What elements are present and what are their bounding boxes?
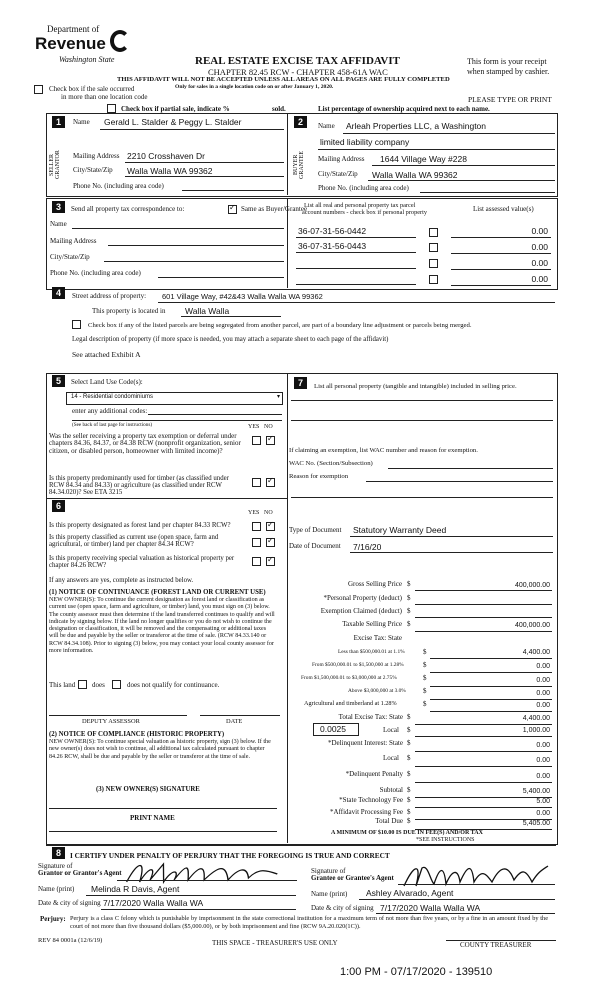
personal-property-checkbox[interactable] [429, 275, 438, 284]
ag-currency: $ [423, 700, 427, 708]
section-8-top-line [46, 845, 556, 846]
personal-property-line-1 [291, 400, 553, 401]
sold-label: sold. [272, 105, 286, 113]
seller-city-label: City/State/Zip [73, 166, 113, 174]
correspondence-name-label: Name [50, 220, 67, 228]
local-rate-box[interactable] [313, 723, 359, 736]
tier1-label: Less than $500,000.01 at 1.1% [338, 649, 405, 655]
historic-no-checkbox[interactable] [266, 557, 275, 566]
delinquent-state-value[interactable]: 0.00 [536, 742, 550, 749]
grantor-date-label: Date & city of signing [38, 899, 101, 907]
grantor-signature-label-1: Signature of [38, 862, 73, 870]
additional-codes-label: enter any additional codes: [72, 407, 148, 415]
assessor-date-label: DATE [226, 718, 243, 725]
section-2-number: 2 [294, 116, 307, 128]
buyer-address-value[interactable]: 1644 Village Way #228 [380, 154, 467, 164]
tier3-currency: $ [423, 674, 427, 682]
local-rate-value: 0.0025 [320, 724, 346, 734]
form-subwarning: Only for sales in a single location code on or after January 1, 2020. [175, 84, 334, 90]
ag-label: Agricultural and timberland at 1.28% [304, 700, 397, 707]
delinquent-state-line [415, 751, 552, 752]
buyer-name-value-1[interactable]: Arleah Properties LLC, a Washington [346, 121, 487, 131]
reason-line-2 [291, 497, 553, 498]
continuance-text [49, 597, 275, 655]
historic-question [49, 555, 244, 569]
same-as-buyer-checkbox[interactable] [228, 205, 237, 214]
tier4-currency: $ [423, 687, 427, 695]
assessed-line [451, 253, 551, 254]
type-or-print: PLEASE TYPE OR PRINT [468, 95, 552, 104]
subtotal-label: Subtotal [379, 786, 403, 794]
grantor-name-label: Name (print) [38, 885, 75, 893]
seller-city-line [125, 176, 284, 177]
personal-property-checkbox[interactable] [429, 259, 438, 268]
assessed-line [451, 237, 551, 238]
correspondence-label: Send all property tax correspondence to: [71, 205, 185, 213]
land-use-dropdown-icon: ▾ [276, 394, 280, 400]
grantee-signature-label-1: Signature of [311, 867, 346, 875]
grantor-name-line [86, 895, 296, 896]
exemption-yes-checkbox[interactable] [252, 436, 261, 445]
treasurer-space-note: THIS SPACE - TREASURER'S USE ONLY [212, 939, 338, 947]
excise-state-label: Excise Tax: State [353, 634, 402, 642]
parcel-line [296, 252, 416, 253]
doc-type-line [350, 536, 553, 537]
seller-name-line [100, 129, 284, 130]
yes-header: YES [248, 424, 260, 430]
ag-line [430, 711, 552, 712]
street-address-line [158, 302, 555, 303]
washington-state-text: Washington State [59, 55, 115, 64]
reason-line [366, 481, 553, 482]
section-6-number: 6 [52, 500, 65, 512]
exemption-question-text: Was the seller receiving a property tax exemption or deferral under chapters 84.36, 84.37, or 84.38 RCW (nonprofit organization, senior citizen, or disabled person, homeowner with limited income)? [49, 432, 241, 455]
does-not-label: does not qualify for continuance. [127, 681, 220, 689]
section-4-number: 4 [52, 287, 65, 299]
grantee-signature-scribble [402, 860, 552, 890]
buyer-name-line-2 [318, 149, 555, 150]
land-does-checkbox[interactable] [78, 680, 87, 689]
local-line [415, 736, 552, 737]
multi-location-label-2: in more than one location code [61, 93, 148, 101]
personal-property-checkbox[interactable] [429, 243, 438, 252]
delinquent-local-label: Local [383, 754, 399, 762]
legal-description-value[interactable]: See attached Exhibit A [72, 350, 141, 359]
multi-location-label-1: Check box if the sale occurred [49, 85, 135, 93]
exemption-deduct-line [415, 617, 552, 618]
tier1-line [430, 658, 552, 659]
revenue-wordmark: Revenue [35, 34, 106, 53]
see-back-instructions: (See back of last page for instructions) [72, 422, 153, 428]
forest-yes-checkbox[interactable] [252, 522, 261, 531]
personal-deduct-line [415, 604, 552, 605]
buyer-city-label: City/State/Zip [318, 170, 358, 178]
doc-type-value[interactable]: Statutory Warranty Deed [353, 525, 447, 535]
penalty-line [415, 782, 552, 783]
parcel-line [296, 284, 416, 285]
correspondence-city-label: City/State/Zip [50, 253, 90, 261]
total-due-value[interactable]: 5,405.00 [522, 820, 550, 827]
correspondence-address-line [108, 245, 284, 246]
section-1-number: 1 [52, 116, 65, 128]
seller-side-text: SELLER [49, 154, 55, 176]
subtotal-currency: $ [407, 786, 411, 794]
total-excise-line [415, 724, 552, 725]
historic-question-text: Is this property receiving special valuation as historical property per chapter 84.26 RCW? [49, 555, 235, 569]
exemption-deduct-label: Exemption Claimed (deduct) [320, 607, 402, 615]
parcel-header-1: List all real and personal property tax parcel [304, 202, 416, 209]
seller-address-line [125, 162, 284, 163]
receipt-note-1: This form is your receipt [467, 57, 547, 66]
see-instructions-note: *SEE INSTRUCTIONS [416, 837, 475, 843]
tier4-label: Above $3,000,000 at 3.0% [348, 688, 406, 694]
form-warning: THIS AFFIDAVIT WILL NOT BE ACCEPTED UNLESS ALL AREAS ON ALL PAGES ARE FULLY COMPLETED [117, 76, 450, 83]
seller-address-label: Mailing Address [73, 152, 120, 160]
taxable-label: Taxable Selling Price [342, 620, 402, 628]
section-5-number: 5 [52, 375, 65, 387]
treasurer-line [446, 940, 556, 941]
grantee-date-value[interactable]: 7/17/2020 Walla Walla WA [380, 903, 481, 913]
buyer-address-line [372, 165, 555, 166]
form-revision: REV 84 0001a (12/6/19) [38, 937, 103, 944]
personal-property-label: List all personal property (tangible and intangible) included in selling price. [314, 383, 517, 390]
timber-yes-checkbox[interactable] [252, 478, 261, 487]
current-use-no-checkbox[interactable] [266, 538, 275, 547]
street-address-value[interactable]: 601 Village Way, #42&43 Walla Walla WA 99362 [162, 292, 323, 301]
seller-address-value[interactable]: 2210 Crosshaven Dr [127, 151, 205, 161]
historic-yes-checkbox[interactable] [252, 557, 261, 566]
new-owner-signature-line [49, 808, 277, 809]
street-address-label: Street address of property: [72, 292, 147, 300]
grantee-date-label: Date & city of signing [311, 904, 374, 912]
penalty-value[interactable]: 0.00 [536, 773, 550, 780]
processing-fee-label: *Affidavit Processing Fee [330, 808, 403, 816]
located-in-value[interactable]: Walla Walla [185, 306, 230, 316]
total-excise-value[interactable]: 4,400.00 [522, 715, 550, 722]
correspondence-phone-line [158, 277, 284, 278]
current-use-question-text: Is this property classified as current use (open space, farm and agricultural, or timber) land per chapter 84.34 RCW? [49, 534, 219, 548]
doc-date-line [350, 552, 553, 553]
deputy-assessor-line [49, 715, 187, 716]
local-value[interactable]: 1,000.00 [522, 727, 550, 734]
doc-date-label: Date of Document [289, 542, 341, 550]
tier4-line [430, 699, 552, 700]
tech-fee-label: *State Technology Fee [339, 796, 403, 804]
dor-logo [35, 20, 135, 70]
seller-grantor-side-label [49, 140, 61, 190]
total-excise-label: Total Excise Tax: State [338, 713, 403, 721]
deputy-assessor-label: DEPUTY ASSESSOR [82, 718, 140, 725]
assessed-value[interactable]: 0.00 [531, 242, 548, 252]
additional-codes-line [148, 414, 282, 415]
delinquent-state-label: *Delinquent Interest: State [327, 739, 403, 747]
delinquent-local-value[interactable]: 0.00 [536, 757, 550, 764]
wac-line [388, 468, 553, 469]
taxable-currency: $ [407, 620, 411, 628]
section-7-number: 7 [294, 377, 307, 389]
no-header-6: NO [264, 510, 273, 516]
current-use-question [49, 534, 244, 548]
gross-currency: $ [407, 580, 411, 588]
buyer-name-label: Name [318, 122, 335, 130]
land-use-code-value: 14 - Residential condominiums [71, 394, 154, 400]
grantor-date-value[interactable]: 7/17/2020 Walla Walla WA [103, 898, 204, 908]
parcel-line [296, 237, 416, 238]
correspondence-city-line [104, 261, 284, 262]
forest-no-checkbox[interactable] [266, 522, 275, 531]
yes-header-6: YES [248, 510, 260, 516]
this-land-label: This land [49, 681, 76, 689]
assessed-header: List assessed value(s) [473, 205, 534, 213]
form-title: REAL ESTATE EXCISE TAX AFFIDAVIT [195, 55, 400, 67]
personal-currency: $ [407, 594, 411, 602]
perjury-label: Perjury: [40, 915, 66, 923]
exemption-no-checkbox[interactable] [266, 436, 275, 445]
compliance-text-body: NEW OWNER(S): To continue special valuation as historic property, sign (3) below. If the new owner(s) does not wish to continue, all additional tax calculated pursuant to chapter 84.26 RCW, shall be due and payable by the seller or transferor at the time of sale. [49, 739, 271, 760]
tech-fee-line [415, 807, 552, 808]
partial-sale-checkbox[interactable] [107, 104, 116, 113]
grantee-signature-label-2: Grantee or Grantee's Agent [311, 874, 394, 882]
timber-question [49, 475, 244, 496]
gross-value[interactable]: 400,000.00 [514, 582, 550, 589]
assessed-line [451, 285, 551, 286]
section-6-top-line [46, 498, 287, 499]
personal-deduct-label: *Personal Property (deduct) [323, 594, 402, 602]
grantor-name-value[interactable]: Melinda R Davis, Agent [91, 884, 180, 894]
minimum-fee-note: A MINIMUM OF $10.00 IS DUE IN FEE(S) AND/OR TAX [331, 830, 483, 836]
buyer-phone-line [420, 192, 555, 193]
taxable-value[interactable]: 400,000.00 [514, 622, 550, 629]
taxable-line [415, 631, 552, 632]
receipt-note-2: when stamped by cashier. [467, 67, 550, 76]
seller-name-value[interactable]: Gerald L. Stalder & Peggy L. Stalder [104, 117, 242, 127]
ag-value[interactable]: 0.00 [536, 702, 550, 709]
certify-text: I CERTIFY UNDER PENALTY OF PERJURY THAT THE FOREGOING IS TRUE AND CORRECT [70, 851, 390, 860]
new-owner-signature-label: (3) NEW OWNER(S) SIGNATURE [96, 786, 200, 793]
buyer-name-line-1 [343, 133, 555, 134]
parcel-header-2: account numbers - check box if personal property [302, 209, 428, 216]
correspondence-phone-label: Phone No. (including area code) [50, 269, 141, 277]
doc-date-value[interactable]: 7/16/20 [353, 542, 382, 552]
delinquent-local-currency: $ [407, 754, 411, 762]
timber-no-checkbox[interactable] [266, 478, 275, 487]
assessed-value[interactable]: 0.00 [531, 258, 548, 268]
local-label: Local [383, 726, 399, 734]
parcel-line [296, 268, 416, 269]
forest-question: Is this property designated as forest land per chapter 84.33 RCW? [49, 522, 231, 529]
personal-property-checkbox[interactable] [429, 228, 438, 237]
grantor-signature-label-2: Grantor or Grantor's Agent [38, 869, 122, 877]
ownership-list-label: List percentage of ownership acquired next to each name. [318, 105, 490, 113]
penalty-currency: $ [407, 770, 411, 778]
buyer-phone-label: Phone No. (including area code) [318, 184, 409, 192]
section-8-number: 8 [52, 847, 65, 859]
if-yes-instruction: If any answers are yes, complete as instructed below. [49, 577, 194, 584]
buyer-name-value-2[interactable]: limited liability company [320, 137, 410, 147]
grantor-side-text: GRANTOR [55, 150, 61, 180]
continuance-title: (1) NOTICE OF CONTINUANCE (FOREST LAND OR CURRENT USE) [49, 589, 266, 596]
correspondence-name-line [72, 228, 284, 229]
reason-label: Reason for exemption [289, 473, 349, 480]
doc-type-label: Type of Document [289, 526, 342, 534]
delinquent-local-line [415, 766, 552, 767]
seller-name-label: Name [73, 118, 90, 126]
print-name-line [49, 831, 277, 832]
tier4-value[interactable]: 0.00 [536, 690, 550, 697]
grantee-date-line [376, 913, 555, 914]
tier1-value[interactable]: 4,400.00 [522, 649, 550, 656]
buyer-grantee-side-label [293, 140, 305, 190]
tech-fee-currency: $ [407, 796, 411, 804]
parcel-number[interactable]: 36-07-31-56-0442 [298, 226, 367, 236]
land-does-not-checkbox[interactable] [112, 680, 121, 689]
tier3-line [430, 686, 552, 687]
timber-question-text: Is this property predominantly used for timber (as classified under RCW 84.34 and 84.33) or agriculture (as classified under RCW 84.34.020)? See ETA 3215 [49, 475, 229, 496]
same-as-buyer-label: Same as Buyer/Grantee [241, 205, 308, 213]
segregation-checkbox[interactable] [72, 320, 81, 329]
land-use-select[interactable] [66, 392, 283, 405]
multi-location-checkbox[interactable] [34, 85, 43, 94]
logo-swirl-icon [110, 30, 130, 52]
compliance-title: (2) NOTICE OF COMPLIANCE (HISTORIC PROPERTY) [49, 731, 225, 738]
no-header: NO [264, 424, 273, 430]
buyer-side-text: BUYER [293, 154, 299, 176]
total-due-label: Total Due [375, 817, 403, 825]
segregation-label: Check box if any of the listed parcels are being segregated from another parcel, are part of a boundary line adjustment or parcels being merged. [88, 322, 472, 329]
gross-line [415, 590, 552, 591]
grantee-name-value[interactable]: Ashley Alvarado, Agent [366, 888, 454, 898]
section-3-number: 3 [52, 201, 65, 213]
total-due-currency: $ [407, 817, 411, 825]
total-excise-currency: $ [407, 713, 411, 721]
assessed-value[interactable]: 0.00 [531, 274, 548, 284]
tier2-label: From $500,000.01 to $1,500,000 at 1.28% [312, 662, 404, 668]
wac-label: WAC No. (Section/Subsection) [289, 460, 373, 467]
grantee-name-line [359, 899, 555, 900]
seller-phone-line [182, 190, 284, 191]
located-in-label: This property is located in [92, 307, 166, 315]
tier1-currency: $ [423, 648, 427, 656]
compliance-text [49, 739, 277, 761]
assessed-line [451, 269, 551, 270]
tier2-value[interactable]: 0.00 [536, 663, 550, 670]
seller-buyer-divider [287, 113, 288, 195]
correspondence-address-label: Mailing Address [50, 237, 97, 245]
seller-phone-label: Phone No. (including area code) [73, 182, 164, 190]
delinquent-state-currency: $ [407, 739, 411, 747]
penalty-label: *Delinquent Penalty [345, 770, 403, 778]
perjury-text [70, 915, 548, 931]
grantee-signature-line [398, 884, 555, 885]
subtotal-value[interactable]: 5,400.00 [522, 788, 550, 795]
tier3-value[interactable]: 0.00 [536, 677, 550, 684]
perjury-text-body: Perjury is a class C felony which is punishable by imprisonment in the state correctional institution for a maximum term of not more than five years, or by a fine in an amount fixed by the court of not more than five thousand dollars ($5,000.00), or by both imprisonment and fine (RCW 9A.20.020(1C)). [70, 915, 548, 930]
dept-of-text: Department of [47, 24, 100, 34]
does-label: does [92, 681, 105, 689]
tier2-currency: $ [423, 661, 427, 669]
buyer-city-line [368, 180, 555, 181]
current-use-yes-checkbox[interactable] [252, 538, 261, 547]
land-use-label: Select Land Use Code(s): [71, 378, 143, 386]
exemption-currency: $ [407, 607, 411, 615]
sections-divider [287, 373, 288, 843]
assessed-value[interactable]: 0.00 [531, 226, 548, 236]
grantee-name-label: Name (print) [311, 890, 348, 898]
exemption-claim-label: If claiming an exemption, list WAC number and reason for exemption. [289, 447, 478, 454]
gross-label: Gross Selling Price [347, 580, 402, 588]
grantor-signature-line [117, 880, 297, 881]
tier3-label: From $1,500,000.01 to $3,000,000 at 2.75% [301, 675, 397, 681]
personal-property-line-2 [291, 420, 553, 421]
assessor-date-line [200, 715, 280, 716]
print-name-label: PRINT NAME [130, 814, 175, 822]
continuance-text-body: NEW OWNER(S): To continue the current designation as forest land or classification as current use (open space, farm and agriculture, or timber) land, you must sign on (3) below. The county assessor must then determine if the land transferred continues to qualify and will indicate by signing below. If the land no longer qualifies or you do not wish to continue the designation or classification, it will be removed and the compensating or additional taxes will be due and payable by the seller or transferor at the time of sale. (RCW 84.33.140 or RCW 84.34.108). Prior to signing (3) below, you may contact your local county assessor for more information. [49, 597, 275, 655]
grantor-date-line [101, 909, 296, 910]
legal-description-label: Legal description of property (if more space is needed, you may attach a separate sheet to each page of the affidavit) [72, 336, 389, 343]
county-treasurer-label: COUNTY TREASURER [460, 941, 532, 949]
additional-codes-line-2 [72, 420, 282, 421]
partial-sale-label: Check box if partial sale, indicate % [121, 105, 230, 113]
buyer-address-label: Mailing Address [318, 155, 365, 163]
tech-fee-value[interactable]: 5.00 [536, 798, 550, 805]
exemption-question [49, 433, 244, 455]
located-in-line [181, 316, 281, 317]
local-currency: $ [407, 726, 411, 734]
buyer-city-value[interactable]: Walla Walla WA 99362 [372, 170, 458, 180]
tier2-line [430, 672, 552, 673]
form-chapter: CHAPTER 82.45 RCW - CHAPTER 458-61A WAC [208, 67, 388, 77]
cashier-stamp: 1:00 PM - 07/17/2020 - 139510 [340, 966, 493, 978]
parcel-number[interactable]: 36-07-31-56-0443 [298, 241, 367, 251]
grantee-side-text: GRANTEE [299, 151, 305, 179]
processing-fee-currency: $ [407, 808, 411, 816]
processing-fee-value[interactable]: 0.00 [536, 810, 550, 817]
seller-city-value[interactable]: Walla Walla WA 99362 [127, 166, 213, 176]
